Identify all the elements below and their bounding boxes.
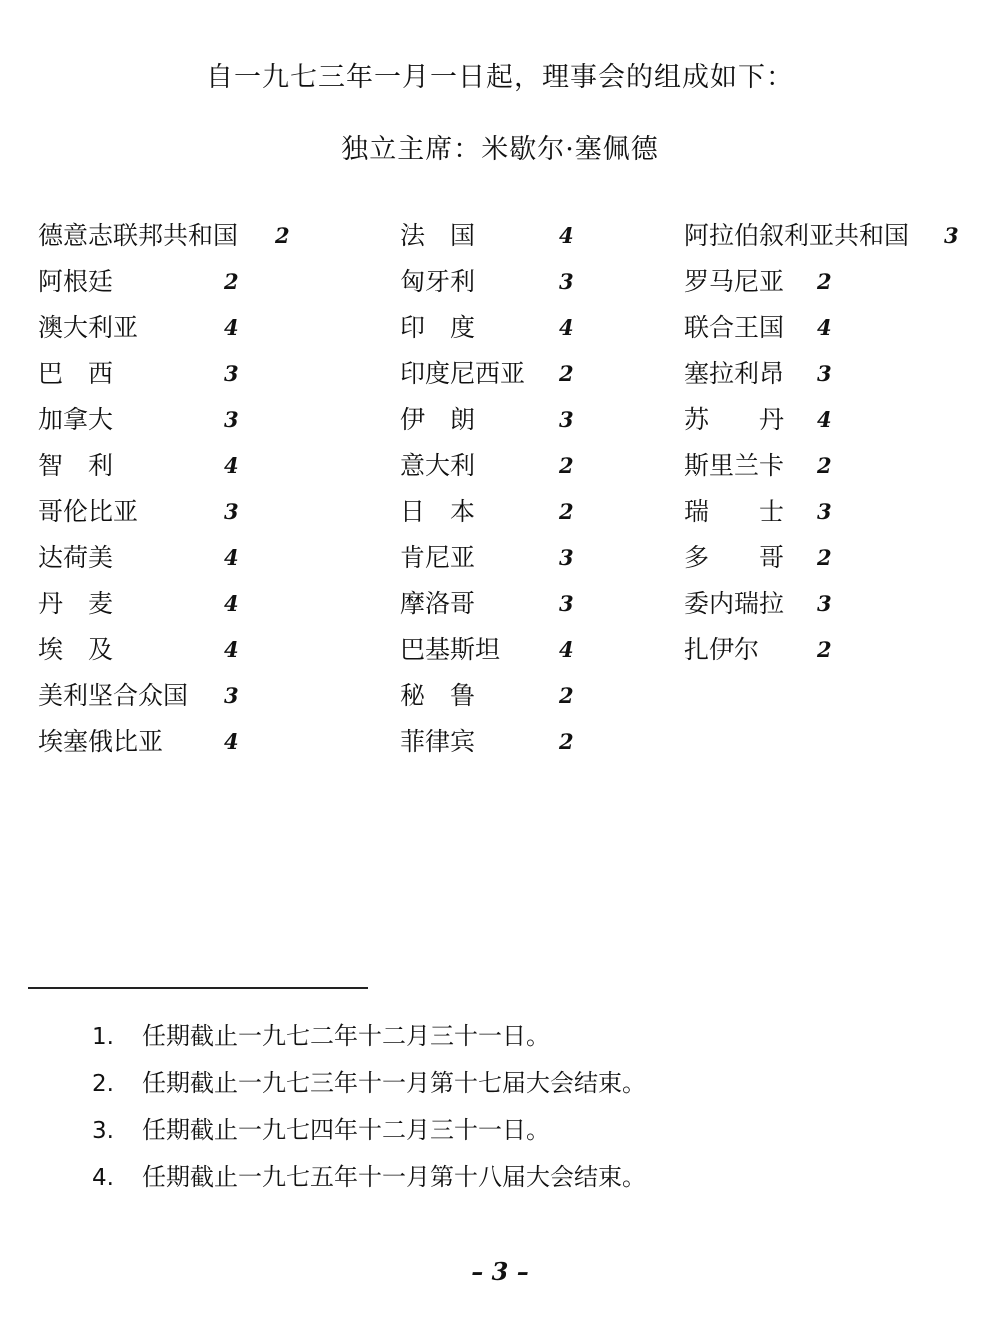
- footnote-text: 任期截止一九七四年十二月三十一日。: [142, 1116, 550, 1144]
- term-footnote-number: 2: [817, 453, 832, 478]
- member-row: [684, 305, 909, 351]
- member-name: 罗马尼亚: [684, 267, 785, 296]
- member-column-3: [684, 213, 959, 673]
- member-name: 印度尼西亚: [400, 359, 526, 388]
- term-footnote-number: 2: [559, 729, 574, 754]
- footnote-item: [92, 1063, 646, 1110]
- member-name: 巴 西: [38, 359, 114, 388]
- term-footnote-number: 2: [275, 223, 290, 248]
- term-footnote-number: 3: [817, 361, 832, 386]
- member-name: 埃塞俄比亚: [38, 727, 164, 756]
- term-footnote-number: 4: [224, 315, 239, 340]
- member-name: 肯尼亚: [400, 543, 476, 572]
- member-name: 斯里兰卡: [684, 451, 785, 480]
- footnote-number: 2.: [92, 1071, 114, 1097]
- member-name: 智 利: [38, 451, 114, 480]
- footnote-divider: [28, 987, 368, 989]
- term-footnote-number: 3: [224, 499, 239, 524]
- term-footnote-number: 2: [559, 499, 574, 524]
- term-footnote-number: 4: [559, 315, 574, 340]
- independent-chair-line: 独立主席：米歇尔·塞佩德: [341, 134, 659, 165]
- member-row: [38, 259, 238, 305]
- member-row: [684, 259, 909, 305]
- term-footnote-number: 4: [559, 637, 574, 662]
- term-footnote-number: 3: [559, 545, 574, 570]
- member-row: [684, 535, 909, 581]
- footnote-item: [92, 1157, 646, 1204]
- document-heading: 自一九七三年一月一日起，理事会的组成如下：: [206, 62, 794, 93]
- footnote-text: 任期截止一九七五年十一月第十八届大会结束。: [142, 1163, 646, 1191]
- term-footnote-number: 3: [559, 407, 574, 432]
- member-row: [400, 535, 574, 581]
- member-name: 巴基斯坦: [400, 635, 501, 664]
- member-row: [400, 397, 574, 443]
- term-footnote-number: 4: [817, 315, 832, 340]
- member-row: [38, 351, 238, 397]
- term-footnote-number: 3: [224, 407, 239, 432]
- member-row: [38, 213, 290, 259]
- member-name: 多 哥: [684, 543, 785, 572]
- member-row: [684, 397, 909, 443]
- member-row: [400, 673, 574, 719]
- member-row: [684, 581, 909, 627]
- member-column-2: [400, 213, 574, 765]
- term-footnote-number: 4: [224, 637, 239, 662]
- footnote-item: [92, 1016, 646, 1063]
- member-column-1: [38, 213, 290, 765]
- term-footnote-number: 4: [224, 729, 239, 754]
- term-footnote-number: 3: [559, 269, 574, 294]
- member-row: [400, 489, 574, 535]
- member-name: 埃 及: [38, 635, 114, 664]
- member-name: 摩洛哥: [400, 589, 476, 618]
- member-name: 法 国: [400, 221, 476, 250]
- footnote-item: [92, 1110, 646, 1157]
- term-footnote-number: 4: [224, 591, 239, 616]
- member-row: [684, 213, 959, 259]
- term-footnote-number: 3: [224, 683, 239, 708]
- member-name: 美利坚合众国: [38, 681, 189, 710]
- member-name: 澳大利亚: [38, 313, 139, 342]
- page-number: – 3 –: [471, 1257, 529, 1286]
- member-name: 加拿大: [38, 405, 114, 434]
- term-footnote-number: 2: [817, 269, 832, 294]
- term-footnote-number: 3: [224, 361, 239, 386]
- member-name: 日 本: [400, 497, 476, 526]
- member-name: 菲律宾: [400, 727, 476, 756]
- member-row: [400, 581, 574, 627]
- footnote-text: 任期截止一九七二年十二月三十一日。: [142, 1022, 550, 1050]
- term-footnote-number: 4: [224, 545, 239, 570]
- footnote-number: 3.: [92, 1118, 114, 1144]
- term-footnote-number: 3: [559, 591, 574, 616]
- term-footnote-number: 3: [817, 499, 832, 524]
- member-row: [400, 443, 574, 489]
- term-footnote-number: 4: [817, 407, 832, 432]
- member-row: [400, 351, 574, 397]
- member-name: 苏 丹: [684, 405, 785, 434]
- member-row: [38, 397, 238, 443]
- member-row: [400, 627, 574, 673]
- member-name: 秘 鲁: [400, 681, 476, 710]
- member-row: [38, 489, 238, 535]
- member-row: [684, 351, 909, 397]
- term-footnote-number: 2: [559, 361, 574, 386]
- member-name: 印 度: [400, 313, 476, 342]
- member-name: 德意志联邦共和国: [38, 221, 239, 250]
- term-footnote-number: 2: [817, 545, 832, 570]
- member-name: 哥伦比亚: [38, 497, 139, 526]
- term-footnote-number: 3: [944, 223, 959, 248]
- member-row: [400, 719, 574, 765]
- footnotes-list: [92, 1016, 646, 1204]
- term-footnote-number: 2: [559, 453, 574, 478]
- footnote-number: 4.: [92, 1165, 114, 1191]
- member-name: 扎伊尔: [684, 635, 760, 664]
- member-row: [38, 443, 238, 489]
- member-name: 阿拉伯叙利亚共和国: [684, 221, 910, 250]
- member-row: [400, 305, 574, 351]
- member-name: 丹 麦: [38, 589, 114, 618]
- term-footnote-number: 3: [817, 591, 832, 616]
- member-name: 塞拉利昂: [684, 359, 785, 388]
- member-row: [684, 489, 909, 535]
- member-name: 达荷美: [38, 543, 114, 572]
- term-footnote-number: 4: [559, 223, 574, 248]
- member-name: 伊 朗: [400, 405, 476, 434]
- member-row: [38, 627, 238, 673]
- member-row: [684, 443, 909, 489]
- member-row: [400, 213, 574, 259]
- member-name: 阿根廷: [38, 267, 114, 296]
- term-footnote-number: 2: [817, 637, 832, 662]
- member-name: 瑞 士: [684, 497, 785, 526]
- member-name: 匈牙利: [400, 267, 476, 296]
- member-row: [38, 719, 238, 765]
- member-row: [38, 535, 238, 581]
- footnote-number: 1.: [92, 1024, 114, 1050]
- member-row: [38, 673, 238, 719]
- footnote-text: 任期截止一九七三年十一月第十七届大会结束。: [142, 1069, 646, 1097]
- member-row: [38, 581, 238, 627]
- term-footnote-number: 2: [224, 269, 239, 294]
- member-name: 联合王国: [684, 313, 785, 342]
- term-footnote-number: 4: [224, 453, 239, 478]
- member-row: [38, 305, 238, 351]
- member-name: 委内瑞拉: [684, 589, 785, 618]
- member-name: 意大利: [400, 451, 476, 480]
- term-footnote-number: 2: [559, 683, 574, 708]
- member-row: [400, 259, 574, 305]
- member-row: [684, 627, 909, 673]
